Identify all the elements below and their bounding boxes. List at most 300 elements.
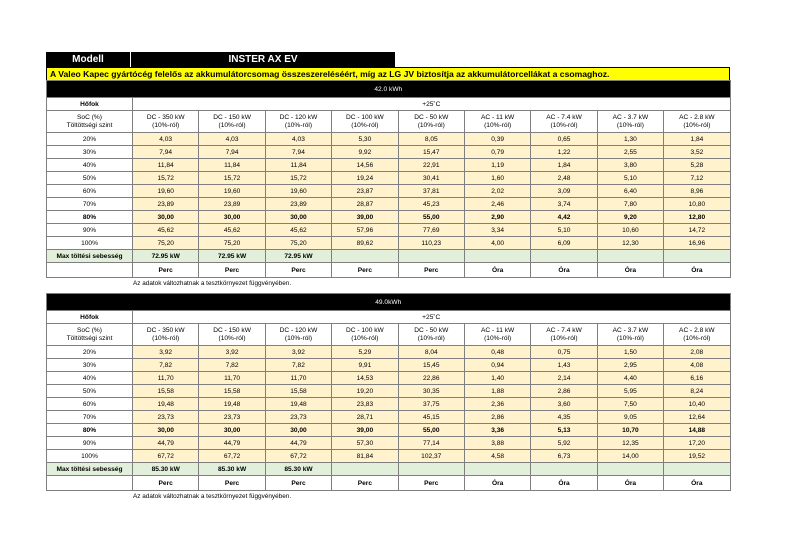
soc-value: 80%: [47, 211, 133, 224]
charge-time: 10,80: [664, 198, 731, 211]
table-row: [47, 159, 731, 172]
charge-time: 0,48: [464, 346, 530, 359]
charge-time: 1,22: [531, 146, 597, 159]
column-name: DC - 350 kW: [146, 113, 185, 121]
charge-time: 23,73: [199, 411, 265, 424]
charge-time: 2,02: [464, 185, 530, 198]
charge-time: 45,62: [265, 224, 331, 237]
charge-time: 3,36: [464, 424, 530, 437]
unit-value: Perc: [332, 263, 398, 278]
column-name: AC - 7.4 kW: [546, 113, 582, 121]
battery-capacity: 49.0kWh: [47, 294, 731, 311]
column-sub: (10%-ról): [683, 121, 711, 129]
charge-time: 30,00: [133, 211, 199, 224]
soc-value: 60%: [47, 398, 133, 411]
charge-time: 14,88: [664, 424, 730, 437]
charge-time: 15,58: [133, 385, 199, 398]
unit-value: Óra: [531, 263, 597, 278]
soc-sublabel: Töltöttségi szint: [66, 121, 113, 129]
charge-time: 3,92: [199, 346, 265, 359]
column-header: [332, 324, 398, 346]
charge-time: 1,84: [531, 159, 597, 172]
charge-time: 4,35: [531, 411, 597, 424]
charge-time: 23,89: [199, 198, 265, 211]
charge-time: 15,58: [265, 385, 331, 398]
charge-time: 11,84: [199, 159, 265, 172]
charge-time: 15,72: [133, 172, 199, 185]
soc-value: 30%: [47, 359, 133, 372]
charge-time: 19,60: [199, 185, 265, 198]
column-header: [664, 324, 730, 346]
charge-time: 89,62: [332, 237, 398, 250]
column-name: AC - 3.7 kW: [612, 113, 649, 121]
column-sub: (10%-ról): [417, 121, 445, 129]
footnote-1: Az adatok változhatnak a tesztkörnyezet függvényében.: [133, 280, 292, 287]
column-sub: (10%-ról): [284, 121, 313, 129]
soc-value: 50%: [47, 172, 133, 185]
document-header: [46, 52, 730, 81]
charge-time: 55,00: [398, 424, 464, 437]
charge-time: 3,92: [265, 346, 331, 359]
charge-time: 67,72: [265, 450, 331, 463]
charge-time: 0,65: [531, 133, 597, 146]
charge-time: 2,55: [597, 146, 663, 159]
soc-sublabel: Töltöttségi szint: [66, 334, 113, 342]
charge-time: 6,73: [531, 450, 597, 463]
charge-time: 12,35: [597, 437, 663, 450]
charge-time: 5,95: [597, 385, 663, 398]
model-label: Modell: [46, 52, 130, 67]
column-sub: (10%-ról): [152, 334, 180, 342]
charge-time: 2,90: [464, 211, 530, 224]
charge-time: 28,87: [332, 198, 398, 211]
column-header: [398, 111, 464, 133]
charge-time: 23,89: [265, 198, 331, 211]
column-name: DC - 150 kW: [213, 113, 251, 121]
soc-header: [47, 324, 133, 346]
soc-value: 60%: [47, 185, 133, 198]
charge-time: 15,47: [398, 146, 464, 159]
table-row: [47, 133, 731, 146]
unit-value: Óra: [597, 476, 663, 491]
charge-time: 23,87: [332, 185, 398, 198]
charge-time: 7,82: [133, 359, 199, 372]
charge-time: 77,69: [398, 224, 464, 237]
table-row: [47, 424, 731, 437]
charge-time: 14,72: [664, 224, 731, 237]
max-speed-value: 72.95 kW: [133, 250, 199, 263]
charge-time: 4,42: [531, 211, 597, 224]
charge-time: 4,58: [464, 450, 530, 463]
unit-value: Perc: [265, 263, 331, 278]
charge-time: 110,23: [398, 237, 464, 250]
charge-time: 30,00: [265, 424, 331, 437]
charge-time: 67,72: [199, 450, 265, 463]
soc-value: 90%: [47, 437, 133, 450]
soc-value: 20%: [47, 133, 133, 146]
table-row: [47, 411, 731, 424]
charge-time: 14,53: [332, 372, 398, 385]
column-sub: (10%-ról): [417, 334, 445, 342]
charge-time: 22,91: [398, 159, 464, 172]
temperature-value: +25˚C: [133, 98, 731, 111]
charge-time: 75,20: [133, 237, 199, 250]
charge-time: 19,48: [199, 398, 265, 411]
charge-time: 30,00: [133, 424, 199, 437]
charge-time: 19,60: [133, 185, 199, 198]
column-sub: (10%-ról): [218, 334, 246, 342]
charge-time: 3,88: [464, 437, 530, 450]
max-speed-empty: [531, 250, 597, 263]
unit-value: Perc: [398, 263, 464, 278]
table-row: [47, 185, 731, 198]
charge-time: 30,41: [398, 172, 464, 185]
temperature-label: Hőfok: [47, 311, 133, 324]
unit-row: [47, 263, 731, 278]
charge-time: 30,00: [265, 211, 331, 224]
column-sub: (10%-ról): [616, 334, 644, 342]
charge-time: 2,48: [531, 172, 597, 185]
charge-time: 15,58: [199, 385, 265, 398]
table-row: [47, 172, 731, 185]
charge-time: 1,60: [464, 172, 530, 185]
charge-time: 45,62: [133, 224, 199, 237]
charge-time: 7,82: [199, 359, 265, 372]
charge-time: 12,80: [664, 211, 731, 224]
charge-time: 77,14: [398, 437, 464, 450]
column-name: AC - 7.4 kW: [546, 326, 582, 334]
charge-time: 7,94: [199, 146, 265, 159]
column-sub: (10%-ról): [550, 121, 578, 129]
temperature-label: Hőfok: [47, 98, 133, 111]
charge-time: 2,46: [464, 198, 530, 211]
charge-time: 1,84: [664, 133, 731, 146]
max-speed-label: Max töltési sebesség: [47, 463, 133, 476]
max-speed-empty: [332, 250, 398, 263]
charge-time: 30,00: [199, 211, 265, 224]
charge-time: 81,84: [332, 450, 398, 463]
charge-time: 4,08: [664, 359, 730, 372]
table-row: [47, 359, 731, 372]
table-row: [47, 198, 731, 211]
charge-time: 23,83: [332, 398, 398, 411]
max-speed-empty: [597, 250, 663, 263]
unit-value: Perc: [398, 476, 464, 491]
charge-time: 11,70: [265, 372, 331, 385]
charge-time: 6,09: [531, 237, 597, 250]
column-name: DC - 150 kW: [213, 326, 251, 334]
unit-value: Perc: [133, 263, 199, 278]
column-header: [464, 111, 530, 133]
charge-time: 3,74: [531, 198, 597, 211]
charge-time: 5,10: [597, 172, 663, 185]
charge-time: 23,89: [133, 198, 199, 211]
table-row: [47, 372, 731, 385]
table-row: [47, 146, 731, 159]
charge-time: 2,86: [464, 411, 530, 424]
charge-time: 28,71: [332, 411, 398, 424]
unit-empty: [47, 263, 133, 278]
table-row: [47, 224, 731, 237]
charge-time: 57,96: [332, 224, 398, 237]
column-name: DC - 50 kW: [414, 326, 449, 334]
charge-time: 6,16: [664, 372, 730, 385]
soc-label: SoC (%): [77, 113, 102, 121]
charge-time: 15,72: [265, 172, 331, 185]
column-name: DC - 350 kW: [146, 326, 185, 334]
soc-value: 100%: [47, 450, 133, 463]
charge-time: 5,10: [531, 224, 597, 237]
charge-time: 30,35: [398, 385, 464, 398]
charge-time: 7,82: [265, 359, 331, 372]
charge-time: 11,70: [133, 372, 199, 385]
charge-time: 9,20: [597, 211, 663, 224]
charge-time: 7,94: [133, 146, 199, 159]
charge-time: 2,86: [531, 385, 597, 398]
charge-time: 9,91: [332, 359, 398, 372]
charge-time: 19,48: [133, 398, 199, 411]
charge-time: 2,14: [531, 372, 597, 385]
charge-time: 9,05: [597, 411, 663, 424]
unit-value: Óra: [531, 476, 597, 491]
charge-time: 2,36: [464, 398, 530, 411]
charge-time: 7,80: [597, 198, 663, 211]
charge-time: 22,86: [398, 372, 464, 385]
max-speed-empty: [398, 463, 464, 476]
charge-time: 55,00: [398, 211, 464, 224]
max-speed-value: 85.30 kW: [133, 463, 199, 476]
soc-value: 20%: [47, 346, 133, 359]
max-speed-row: [47, 463, 731, 476]
column-header-row: [47, 324, 731, 346]
column-name: DC - 100 kW: [345, 326, 384, 334]
column-header: [265, 111, 331, 133]
column-header: [265, 324, 331, 346]
charge-time: 11,70: [199, 372, 265, 385]
column-name: DC - 120 kW: [279, 113, 318, 121]
charge-time: 1,50: [597, 346, 663, 359]
unit-value: Óra: [464, 476, 530, 491]
column-header: [664, 111, 731, 133]
charge-time: 14,00: [597, 450, 663, 463]
charge-time: 8,24: [664, 385, 730, 398]
max-speed-value: 85.30 kW: [265, 463, 331, 476]
battery-capacity: 42.0 kWh: [47, 81, 731, 98]
soc-value: 70%: [47, 411, 133, 424]
column-name: AC - 11 kW: [481, 326, 515, 334]
column-name: AC - 11 kW: [481, 113, 515, 121]
table-row: [47, 385, 731, 398]
charge-time: 44,79: [199, 437, 265, 450]
charge-time: 8,96: [664, 185, 731, 198]
column-sub: (10%-ról): [351, 121, 379, 129]
manufacturer-note: A Valeo Kapec gyártócég felelős az akkumulátorcsomag összeszereléséért, míg az LG JV biztosítja az akkumulátorcellákat a csomaghoz.: [46, 67, 730, 81]
column-sub: (10%-ról): [484, 121, 512, 129]
column-header: [597, 111, 663, 133]
unit-value: Perc: [199, 263, 265, 278]
soc-value: 30%: [47, 146, 133, 159]
column-sub: (10%-ról): [152, 121, 180, 129]
soc-value: 50%: [47, 385, 133, 398]
column-sub: (10%-ról): [284, 334, 313, 342]
max-speed-empty: [332, 463, 398, 476]
charge-time: 45,23: [398, 198, 464, 211]
soc-header: [47, 111, 133, 133]
max-speed-empty: [664, 250, 731, 263]
max-speed-empty: [664, 463, 730, 476]
max-speed-value: 85.30 kW: [199, 463, 265, 476]
charge-time: 4,03: [265, 133, 331, 146]
column-header: [332, 111, 398, 133]
charge-time: 19,52: [664, 450, 730, 463]
column-header: [398, 324, 464, 346]
charge-time: 57,30: [332, 437, 398, 450]
unit-value: Perc: [199, 476, 265, 491]
charge-time: 44,79: [265, 437, 331, 450]
column-header: [133, 111, 199, 133]
charge-time: 4,40: [597, 372, 663, 385]
charge-time: 3,92: [133, 346, 199, 359]
charge-time: 30,00: [199, 424, 265, 437]
charge-time: 0,39: [464, 133, 530, 146]
max-speed-empty: [597, 463, 663, 476]
footnote-2: Az adatok változhatnak a tesztkörnyezet függvényében.: [133, 493, 292, 500]
charge-time: 45,62: [199, 224, 265, 237]
max-speed-value: 72.95 kW: [265, 250, 331, 263]
column-name: DC - 100 kW: [345, 113, 384, 121]
charge-time: 0,75: [531, 346, 597, 359]
column-name: DC - 120 kW: [279, 326, 318, 334]
charge-time: 7,12: [664, 172, 731, 185]
charging-table: [46, 293, 731, 491]
capacity-row: [47, 81, 731, 98]
charge-time: 10,40: [664, 398, 730, 411]
column-name: AC - 2.8 kW: [679, 113, 715, 121]
unit-value: Perc: [332, 476, 398, 491]
max-speed-value: 72.95 kW: [199, 250, 265, 263]
charge-time: 1,40: [464, 372, 530, 385]
charge-time: 1,19: [464, 159, 530, 172]
charge-time: 15,72: [199, 172, 265, 185]
max-speed-empty: [531, 463, 597, 476]
table-row: [47, 346, 731, 359]
column-sub: (10%-ról): [683, 334, 711, 342]
capacity-row: [47, 294, 731, 311]
charge-time: 8,04: [398, 346, 464, 359]
charge-time: 10,70: [597, 424, 663, 437]
charge-time: 14,56: [332, 159, 398, 172]
charge-time: 5,29: [332, 346, 398, 359]
charge-time: 2,95: [597, 359, 663, 372]
charge-time: 12,30: [597, 237, 663, 250]
charge-time: 39,00: [332, 424, 398, 437]
max-speed-empty: [398, 250, 464, 263]
charge-time: 2,08: [664, 346, 730, 359]
charge-time: 7,94: [265, 146, 331, 159]
charge-time: 19,60: [265, 185, 331, 198]
column-sub: (10%-ról): [484, 334, 512, 342]
charge-time: 4,03: [199, 133, 265, 146]
column-sub: (10%-ról): [351, 334, 379, 342]
unit-value: Óra: [664, 263, 731, 278]
soc-value: 70%: [47, 198, 133, 211]
table-row: [47, 237, 731, 250]
column-header-row: [47, 111, 731, 133]
charge-time: 75,20: [199, 237, 265, 250]
charge-time: 75,20: [265, 237, 331, 250]
max-speed-empty: [464, 463, 530, 476]
table-row: [47, 398, 731, 411]
charge-time: 3,60: [531, 398, 597, 411]
max-speed-empty: [464, 250, 530, 263]
charging-table: [46, 80, 731, 278]
column-sub: (10%-ról): [218, 121, 246, 129]
column-header: [199, 324, 265, 346]
table-row: [47, 450, 731, 463]
charge-time: 1,30: [597, 133, 663, 146]
table-row: [47, 211, 731, 224]
charge-time: 16,96: [664, 237, 731, 250]
charge-time: 10,60: [597, 224, 663, 237]
column-name: AC - 3.7 kW: [612, 326, 649, 334]
charge-time: 11,84: [133, 159, 199, 172]
charge-time: 12,64: [664, 411, 730, 424]
unit-row: [47, 476, 731, 491]
charge-time: 39,00: [332, 211, 398, 224]
soc-value: 40%: [47, 159, 133, 172]
column-header: [133, 324, 199, 346]
column-sub: (10%-ról): [550, 334, 578, 342]
charge-time: 23,73: [133, 411, 199, 424]
charge-time: 1,43: [531, 359, 597, 372]
column-header: [597, 324, 663, 346]
charge-time: 45,15: [398, 411, 464, 424]
column-name: DC - 50 kW: [414, 113, 449, 121]
charge-time: 19,48: [265, 398, 331, 411]
model-name: INSTER AX EV: [130, 52, 395, 67]
charging-table-2: [46, 293, 730, 491]
soc-label: SoC (%): [77, 326, 102, 334]
charge-time: 7,50: [597, 398, 663, 411]
temperature-row: [47, 311, 731, 324]
charge-time: 1,88: [464, 385, 530, 398]
unit-value: Óra: [464, 263, 530, 278]
charge-time: 3,34: [464, 224, 530, 237]
charge-time: 23,73: [265, 411, 331, 424]
charge-time: 6,40: [597, 185, 663, 198]
charge-time: 15,45: [398, 359, 464, 372]
charge-time: 4,03: [133, 133, 199, 146]
charge-time: 44,79: [133, 437, 199, 450]
column-header: [464, 324, 530, 346]
soc-value: 100%: [47, 237, 133, 250]
charge-time: 5,30: [332, 133, 398, 146]
soc-value: 90%: [47, 224, 133, 237]
unit-value: Perc: [265, 476, 331, 491]
max-speed-row: [47, 250, 731, 263]
charging-table-1: [46, 80, 730, 278]
column-header: [531, 324, 597, 346]
charge-time: 5,28: [664, 159, 731, 172]
charge-time: 5,13: [531, 424, 597, 437]
charge-time: 37,75: [398, 398, 464, 411]
charge-time: 19,24: [332, 172, 398, 185]
column-name: AC - 2.8 kW: [679, 326, 715, 334]
charge-time: 11,84: [265, 159, 331, 172]
unit-value: Óra: [664, 476, 730, 491]
max-speed-label: Max töltési sebesség: [47, 250, 133, 263]
temperature-row: [47, 98, 731, 111]
